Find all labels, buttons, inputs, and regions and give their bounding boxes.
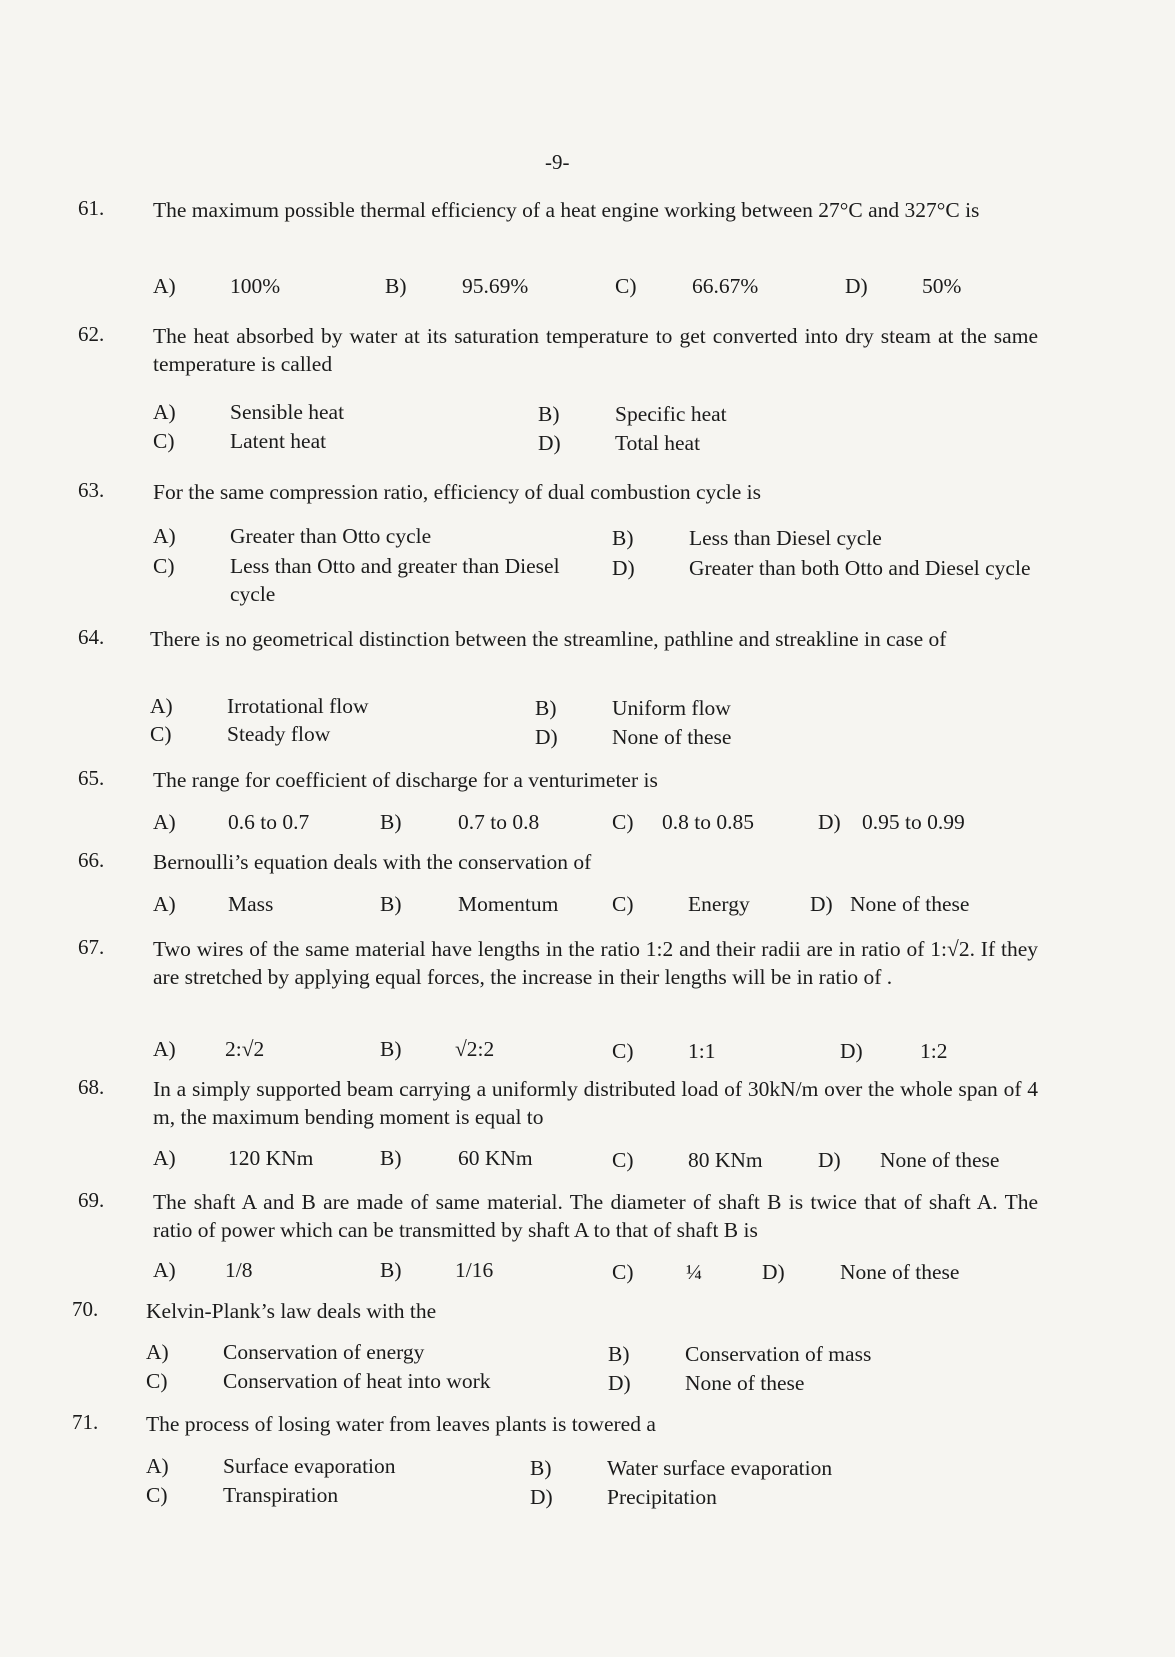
option-text: 1/16 [455,1258,494,1282]
question-number: 61. [78,196,105,220]
option-text: 95.69% [462,274,529,298]
option-label: B) [530,1456,552,1480]
option-label: D) [818,1148,841,1172]
option-label: B) [538,402,560,426]
question-number: 70. [72,1297,99,1321]
option-label: C) [612,1260,634,1284]
option-label: B) [380,1146,402,1170]
option-text: 0.8 to 0.85 [662,810,754,834]
option-text: 80 KNm [688,1148,763,1172]
option-label: B) [380,1258,402,1282]
option-text: Conservation of mass [685,1342,872,1366]
option-label: A) [153,400,176,424]
option-label: D) [612,556,635,580]
option-text: Less than Otto and greater than Diesel cycle [230,554,560,606]
option-text: Mass [228,892,274,916]
option-text: 66.67% [692,274,759,298]
option-label: C) [615,274,637,298]
option-text: Steady flow [227,722,331,746]
option-label: C) [612,810,634,834]
option-label: A) [153,524,176,548]
option-text: Conservation of heat into work [223,1369,491,1393]
option-text: 0.6 to 0.7 [228,810,310,834]
question-text: The range for coefficient of discharge for a venturimeter is [153,768,658,792]
option-label: C) [612,1148,634,1172]
option-text: 0.7 to 0.8 [458,810,540,834]
option-text: 1:1 [688,1039,716,1063]
question-text: Kelvin-Plank’s law deals with the [146,1299,437,1323]
option-label: D) [840,1039,863,1063]
option-label: D) [608,1371,631,1395]
question-number: 67. [78,935,105,959]
option-text: Surface evaporation [223,1454,396,1478]
option-label: B) [380,1037,402,1061]
question-text: The heat absorbed by water at its saturation temperature to get converted into dry steam at the same temperature is called [153,324,1038,376]
option-text: 1/8 [225,1258,253,1282]
option-text: Water surface evaporation [607,1456,833,1480]
option-text: 1:2 [920,1039,948,1063]
option-label: C) [153,554,175,578]
option-text: Irrotational flow [227,694,369,718]
option-label: D) [818,810,841,834]
option-text: Less than Diesel cycle [689,526,882,550]
option-label: D) [810,892,833,916]
question-number: 63. [78,478,105,502]
option-text: Greater than both Otto and Diesel cycle [689,556,1031,580]
option-label: A) [146,1454,169,1478]
option-text: Greater than Otto cycle [230,524,432,548]
option-text: Transpiration [223,1483,339,1507]
question-text: Two wires of the same material have lengths in the ratio 1:2 and their radii are in ratio of 1:√2. If they are stretched by applying equal forces, the increase in their lengths will be in ratio of . [153,937,1038,989]
option-text: None of these [612,725,732,749]
option-label: A) [153,1037,176,1061]
option-label: A) [153,810,176,834]
option-label: C) [146,1369,168,1393]
option-text: 50% [922,274,962,298]
option-label: D) [530,1485,553,1509]
option-text: None of these [880,1148,1000,1172]
option-text: Energy [688,892,750,916]
option-label: C) [150,722,172,746]
question-text: For the same compression ratio, efficiency of dual combustion cycle is [153,480,762,504]
option-label: D) [845,274,868,298]
question-text: In a simply supported beam carrying a uniformly distributed load of 30kN/m over the whole span of 4 m, the maximum bending moment is equal to [153,1077,1038,1129]
question-number: 71. [72,1410,99,1434]
option-text: None of these [850,892,970,916]
page-number: -9- [545,150,570,174]
option-label: B) [535,696,557,720]
option-label: D) [535,725,558,749]
option-label: C) [146,1483,168,1507]
question-text: The process of losing water from leaves plants is towered a [146,1412,656,1436]
question-number: 66. [78,848,105,872]
option-label: A) [153,892,176,916]
option-label: D) [762,1260,785,1284]
option-label: A) [150,694,173,718]
option-label: A) [153,1146,176,1170]
option-text: 120 KNm [228,1146,314,1170]
question-number: 62. [78,322,105,346]
option-text: Momentum [458,892,559,916]
option-text: None of these [840,1260,960,1284]
question-number: 69. [78,1188,105,1212]
question-number: 68. [78,1075,105,1099]
option-text: Total heat [615,431,701,455]
option-text: Sensible heat [230,400,345,424]
option-text: Specific heat [615,402,727,426]
option-text: ¼ [686,1260,703,1284]
option-text: √2:2 [455,1037,495,1061]
option-label: B) [380,810,402,834]
option-label: C) [612,892,634,916]
option-label: B) [380,892,402,916]
option-label: D) [538,431,561,455]
option-label: A) [153,1258,176,1282]
option-text: 100% [230,274,281,298]
option-text: Precipitation [607,1485,717,1509]
question-number: 65. [78,766,105,790]
question-text: Bernoulli’s equation deals with the conservation of [153,850,592,874]
option-label: B) [385,274,407,298]
option-text: 2:√2 [225,1037,265,1061]
option-label: B) [608,1342,630,1366]
option-text: Conservation of energy [223,1340,425,1364]
option-text: Latent heat [230,429,327,453]
question-text: The shaft A and B are made of same material. The diameter of shaft B is twice that of shaft A. The ratio of power which can be transmitted by shaft A to that of shaft B is [153,1190,1038,1242]
option-text: 0.95 to 0.99 [862,810,965,834]
question-text: The maximum possible thermal efficiency of a heat engine working between 27°C and 327°C is [153,198,980,222]
option-text: Uniform flow [612,696,731,720]
option-label: C) [612,1039,634,1063]
option-label: A) [146,1340,169,1364]
option-text: None of these [685,1371,805,1395]
option-label: A) [153,274,176,298]
option-label: B) [612,526,634,550]
question-text: There is no geometrical distinction between the streamline, pathline and streakline in case of [150,627,947,651]
question-number: 64. [78,625,105,649]
option-text: 60 KNm [458,1146,533,1170]
option-label: C) [153,429,175,453]
